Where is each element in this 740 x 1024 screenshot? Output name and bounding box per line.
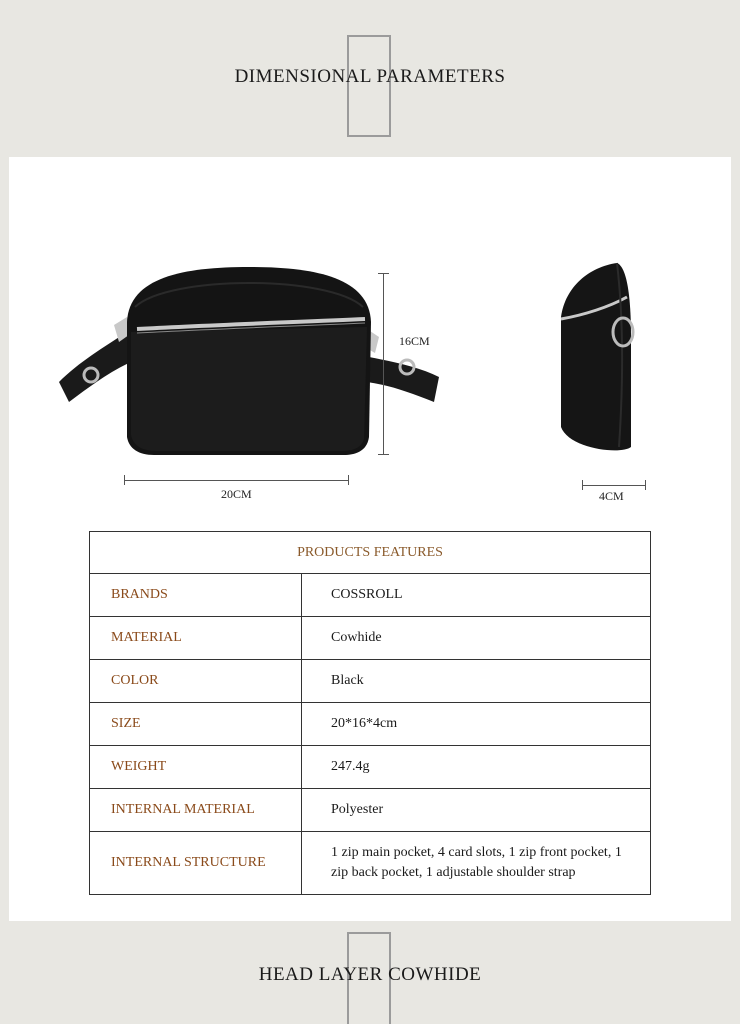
depth-dimension-tick-right	[645, 480, 646, 490]
bag-side-image	[9, 157, 731, 497]
product-features-table	[89, 531, 651, 895]
row-value-internal-structure: 1 zip main pocket, 4 card slots, 1 zip front pocket, 1 zip back pocket, 1 adjustable shoulder strap	[302, 832, 651, 895]
table-row	[90, 574, 651, 617]
row-key-color: COLOR	[90, 660, 302, 703]
table-row	[90, 703, 651, 746]
width-label: 20CM	[221, 487, 252, 501]
row-key-brands: BRANDS	[90, 574, 302, 617]
depth-dimension-tick-left	[582, 480, 583, 490]
height-label: 16CM	[399, 334, 430, 348]
row-value-weight: 247.4g	[302, 746, 651, 789]
row-value-color: Black	[302, 660, 651, 703]
table-header: PRODUCTS FEATURES	[90, 532, 651, 574]
row-value-internal-material: Polyester	[302, 789, 651, 832]
row-value-size: 20*16*4cm	[302, 703, 651, 746]
table-row	[90, 660, 651, 703]
table-row	[90, 832, 651, 895]
row-key-internal-material: INTERNAL MATERIAL	[90, 789, 302, 832]
section-title-dimensions: DIMENSIONAL PARAMETERS	[234, 66, 506, 87]
table-row	[90, 746, 651, 789]
section-title-cowhide: HEAD LAYER COWHIDE	[258, 964, 482, 985]
depth-label: 4CM	[599, 489, 624, 503]
depth-dimension-line	[582, 485, 646, 486]
row-value-material: Cowhide	[302, 617, 651, 660]
row-key-size: SIZE	[90, 703, 302, 746]
row-key-weight: WEIGHT	[90, 746, 302, 789]
table-row	[90, 617, 651, 660]
row-value-brands: COSSROLL	[302, 574, 651, 617]
row-key-material: MATERIAL	[90, 617, 302, 660]
row-key-internal-structure: INTERNAL STRUCTURE	[90, 832, 302, 895]
table-row	[90, 789, 651, 832]
